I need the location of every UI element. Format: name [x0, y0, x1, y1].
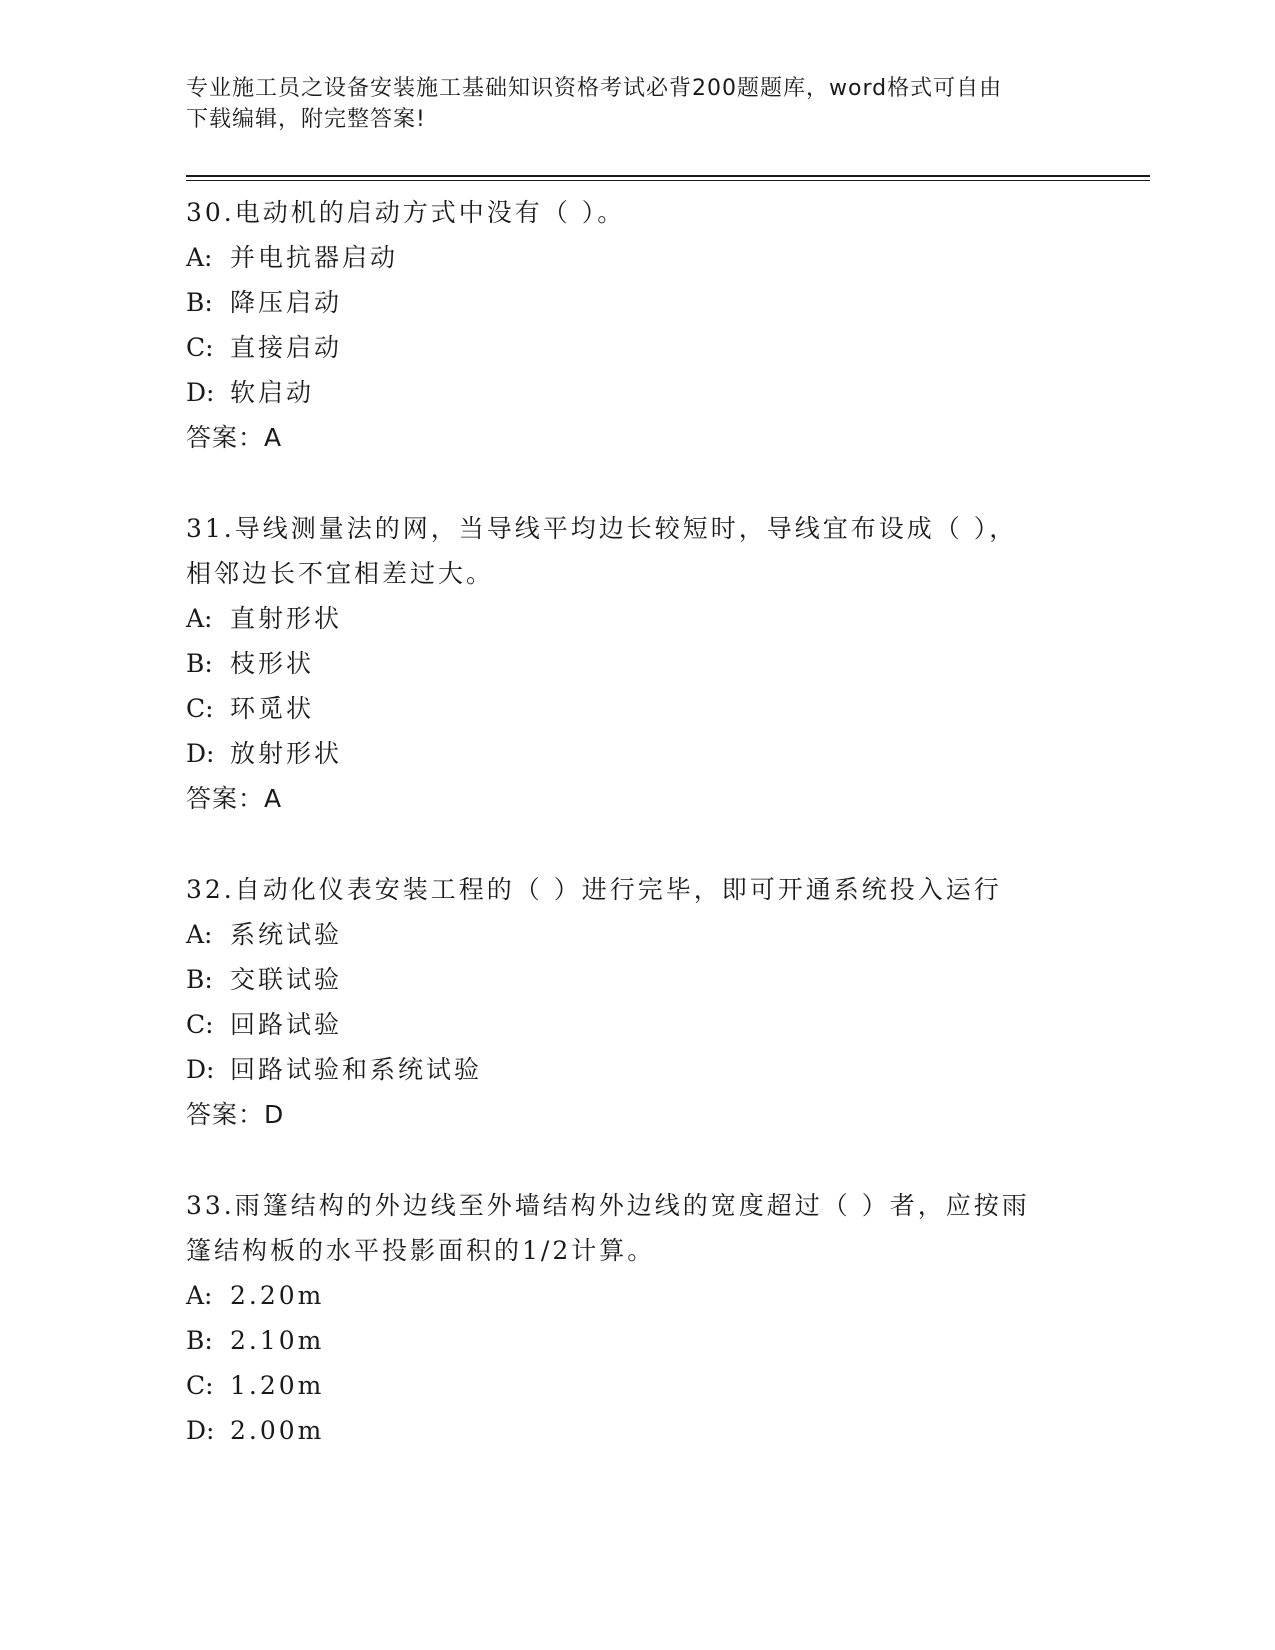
option-key: C:: [186, 694, 214, 723]
question-list: [186, 190, 1086, 1499]
option-key: D:: [186, 1055, 215, 1084]
option-text: 软启动: [230, 378, 315, 407]
option-text: 直射形状: [230, 604, 343, 633]
question-stem-continued: 篷结构板的水平投影面积的1/2计算。: [186, 1236, 656, 1265]
option-key: A:: [186, 243, 213, 272]
option-c: [186, 1363, 1086, 1408]
option-d: [186, 370, 1086, 415]
option-key: B:: [186, 1326, 213, 1355]
option-text: 交联试验: [230, 965, 343, 994]
option-key: A:: [186, 920, 213, 949]
header-line-2: 下载编辑，附完整答案!: [186, 107, 426, 132]
option-text: 直接启动: [230, 333, 343, 362]
header-divider-thick: [186, 175, 1150, 177]
option-key: D:: [186, 739, 215, 768]
answer-line: 答案：A: [186, 784, 283, 813]
document-header: [186, 73, 1066, 135]
option-c: [186, 1002, 1086, 1047]
option-text: 1.20m: [230, 1371, 325, 1400]
option-b: [186, 1318, 1086, 1363]
option-text: 回路试验: [230, 1010, 343, 1039]
option-b: [186, 641, 1086, 686]
option-key: C:: [186, 1010, 214, 1039]
option-a: [186, 1273, 1086, 1318]
option-text: 2.00m: [230, 1416, 325, 1445]
option-key: D:: [186, 378, 215, 407]
option-text: 降压启动: [230, 288, 343, 317]
question-31: [186, 506, 1086, 821]
option-c: [186, 686, 1086, 731]
question-33: [186, 1183, 1086, 1453]
option-a: [186, 596, 1086, 641]
option-text: 2.10m: [230, 1326, 325, 1355]
option-key: B:: [186, 965, 213, 994]
option-text: 系统试验: [230, 920, 343, 949]
option-key: C:: [186, 1371, 214, 1400]
option-text: 环觅状: [230, 694, 315, 723]
option-key: C:: [186, 333, 214, 362]
option-a: [186, 912, 1086, 957]
option-d: [186, 1408, 1086, 1453]
option-text: 枝形状: [230, 649, 315, 678]
question-stem: 32.自动化仪表安装工程的（ ）进行完毕，即可开通系统投入运行: [186, 875, 1002, 904]
question-30: [186, 190, 1086, 460]
option-text: 放射形状: [230, 739, 343, 768]
option-c: [186, 325, 1086, 370]
answer-line: 答案：A: [186, 423, 283, 452]
option-d: [186, 731, 1086, 776]
option-d: [186, 1047, 1086, 1092]
option-b: [186, 957, 1086, 1002]
question-stem-continued: 相邻边长不宜相差过大。: [186, 559, 495, 588]
question-stem: 31.导线测量法的网，当导线平均边长较短时，导线宜布设成（ ），: [186, 514, 1018, 543]
question-stem: 33.雨篷结构的外边线至外墙结构外边线的宽度超过（ ）者，应按雨: [186, 1191, 1030, 1220]
option-key: B:: [186, 288, 213, 317]
option-a: [186, 235, 1086, 280]
option-text: 并电抗器启动: [230, 243, 399, 272]
option-key: A:: [186, 604, 213, 633]
option-key: D:: [186, 1416, 215, 1445]
option-b: [186, 280, 1086, 325]
option-key: B:: [186, 649, 213, 678]
option-key: A:: [186, 1281, 213, 1310]
header-line-1: 专业施工员之设备安装施工基础知识资格考试必背200题题库，word格式可自由: [186, 76, 1003, 101]
option-text: 回路试验和系统试验: [230, 1055, 483, 1084]
question-32: [186, 867, 1086, 1137]
option-text: 2.20m: [230, 1281, 325, 1310]
question-stem: 30.电动机的启动方式中没有（ ）。: [186, 198, 626, 227]
header-divider-thin: [186, 180, 1150, 181]
answer-line: 答案：D: [186, 1100, 285, 1129]
